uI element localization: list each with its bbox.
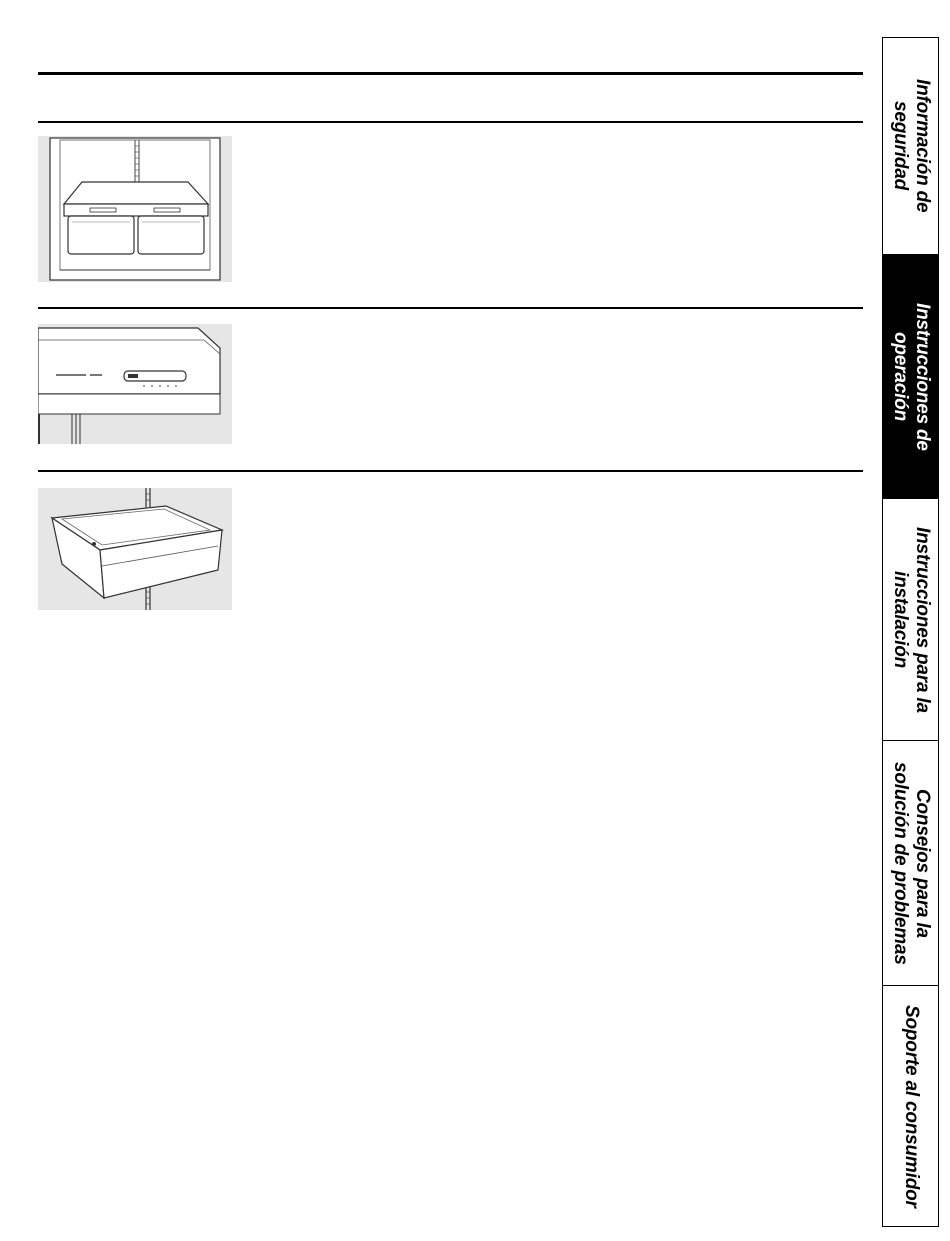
section-divider — [38, 307, 863, 309]
section-tabs — [882, 37, 939, 1227]
section-divider — [38, 121, 863, 123]
section-divider — [38, 470, 863, 472]
header-rule — [38, 72, 863, 75]
tab-troubleshooting-tips[interactable]: Consejos para la solución de problemas — [883, 741, 939, 986]
refrigerator-snack-pan-icon — [38, 136, 232, 282]
tab-safety-information[interactable]: Información de seguridad — [883, 38, 939, 255]
tab-operating-instructions[interactable]: Instrucciones de operación — [883, 255, 939, 499]
tab-consumer-support[interactable]: Soporte al consumidor — [901, 1004, 922, 1208]
pull-out-drawer-icon — [38, 488, 232, 610]
temperature-control-slider-icon — [38, 324, 232, 444]
tab-installation-instructions[interactable]: Instrucciones para la instalación — [883, 499, 939, 741]
